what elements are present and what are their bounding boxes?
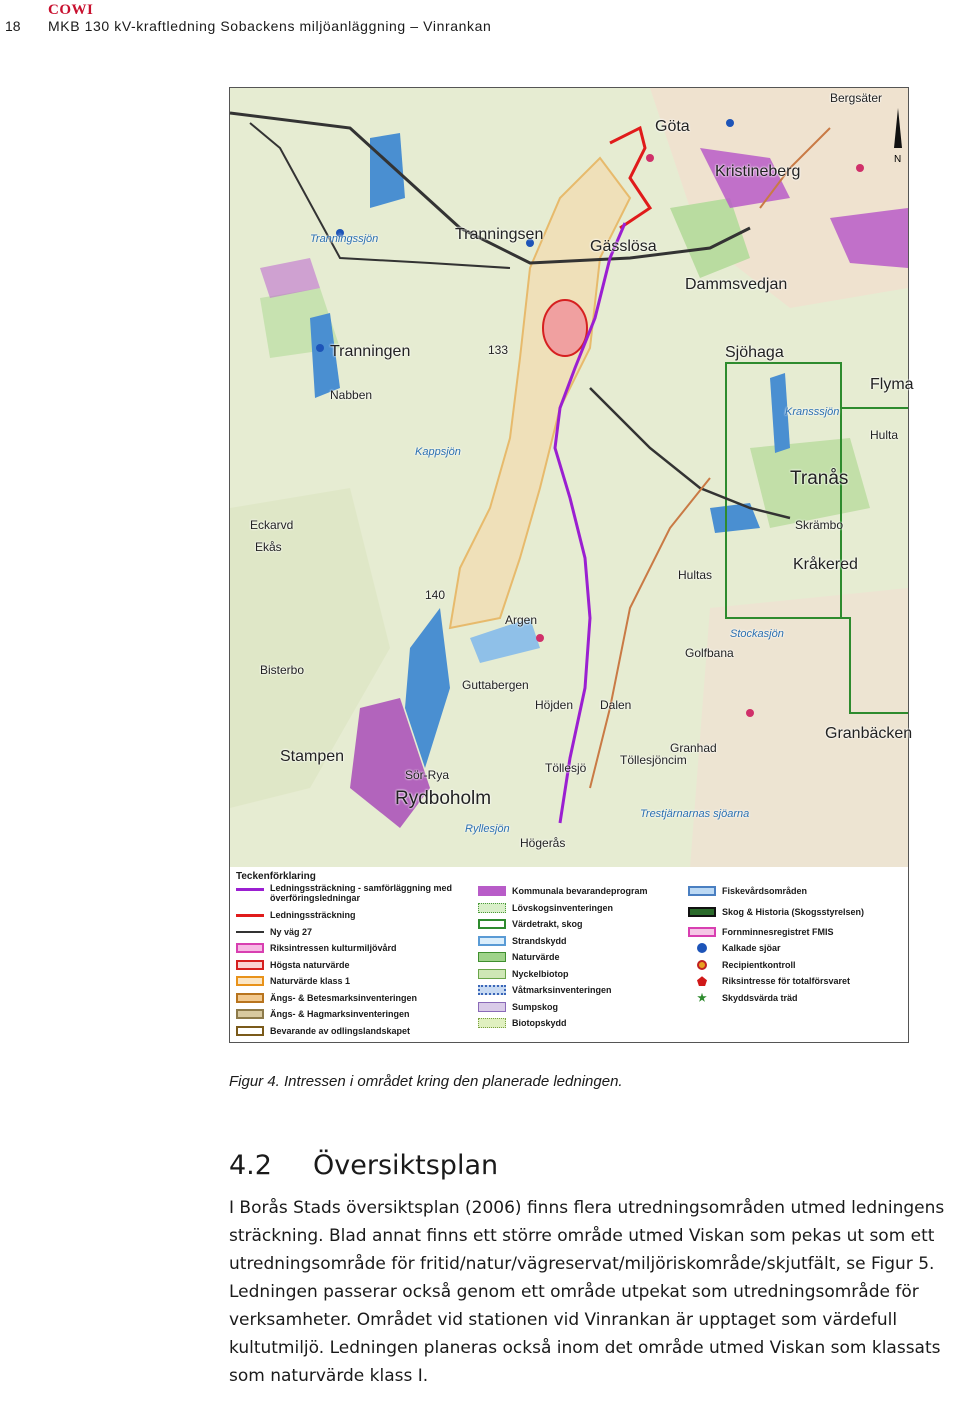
legend-item: Naturvärde [478,949,648,966]
legend-item: Riksintressen kulturmiljövård [236,940,480,957]
interest-map [229,87,914,869]
map-label: Tranningssjön [310,233,379,245]
pale-yellow-green-swatch [478,1018,506,1028]
legend-item: Biotopskydd [478,1015,648,1032]
legend-item: Ledningssträckning - samförläggning med överföringsledningar [236,883,480,907]
red-pentagon-icon [697,976,707,986]
orange-hatch-swatch [236,976,264,986]
legend-item: Fornminnesregistret FMIS [688,924,864,941]
legend-item: Kommunala bevarandeprogram [478,883,648,900]
map-label: Kråkered [793,556,858,573]
legend-title: Teckenförklaring [236,871,316,882]
map-label: Guttabergen [462,678,529,692]
orange-dot-icon [697,960,707,970]
blue-dot-icon [697,943,707,953]
legend-item: Riksintresse för totalförsvaret [688,973,864,990]
map-label: Rydboholm [395,788,492,809]
body-text [229,1194,960,1390]
map-label: Granbäcken [825,725,913,742]
legend-column-1 [236,883,480,1039]
legend-item: Fiskevårdsområden [688,883,864,900]
map-label: Skrämbo [795,518,844,532]
legend-item: Strandskydd [478,933,648,950]
blue-dotted-swatch [478,985,506,995]
legend-item: Naturvärde klass 1 [236,973,480,990]
pink-outline-swatch [688,927,716,937]
lilac-swatch [478,1002,506,1012]
legend-item: Ledningssträckning [236,907,480,924]
legend-item: Recipientkontroll [688,957,864,974]
map-label: Kappsjön [415,446,461,458]
red-hatch-swatch [236,960,264,970]
figure-caption: Figur 4. Intressen i området kring den planerade ledningen. [229,1073,623,1090]
map-label: Gässlösa [590,238,657,255]
map-label: Göta [655,118,690,135]
legend-item: Bevarande av odlingslandskapet [236,1023,480,1040]
brown-area-swatch [236,993,264,1003]
map-label: Trestjärnarnas sjöarna [640,808,750,820]
legend-item: Lövskogsinventeringen [478,900,648,917]
legend-item: Skog & Historia (Skogsstyrelsen) [688,900,864,924]
pink-area-swatch [236,943,264,953]
legend-item: Kalkade sjöar [688,940,864,957]
pale-green-swatch [478,969,506,979]
map-label: Höjden [535,698,574,712]
body-paragraph: I Borås Stads översiktsplan (2006) finns flera utredningsområden utmed ledningens sträckning. Blad annat finns ett större område utmed Viskan som pekas ut som ett utredningsområde för fritid/natur/vägreservat/miljöriskområde/skjutfält, se Figur 5. Ledningen passerar också genom ett område utpekat som utredningsområde för verksamheter. Området vid stationen vid Vinrankan är upptaget som värdefull kultutmiljö. Ledningen planeras också inom det område utmed Viskan som klassats som naturvärde klass I. [229,1198,945,1386]
blue-hatch-swatch [478,936,506,946]
light-green-swatch [478,903,506,913]
purple-area-swatch [478,886,506,896]
document-header-title: MKB 130 kV-kraftledning Sobackens miljöanläggning – Vinrankan [48,18,492,34]
legend-item: Nyckelbiotop [478,966,648,983]
svg-text:N: N [894,154,902,165]
map-label: 140 [425,588,446,602]
green-star-icon [697,993,707,1003]
map-label: Ryllesjön [465,823,510,835]
map-label: Töllesjö [545,761,587,775]
section-title: Översiktsplan [313,1150,499,1181]
map-label: Flyma [870,376,914,393]
legend-item: Våtmarksinventeringen [478,982,648,999]
map-label: Kristineberg [715,163,801,180]
map-label: Dalen [600,698,632,712]
purple-line-swatch [236,888,264,891]
cowi-logo: COWI [48,2,94,18]
map-label: Hultas [678,568,713,582]
map-label: 133 [488,343,509,357]
legend-column-2 [478,883,648,1032]
map-label: Golfbana [685,646,734,660]
map-label: Hulta [870,428,899,442]
legend-item: Ängs- & Betesmarksinventeringen [236,990,480,1007]
map-legend [229,867,909,1043]
legend-column-3 [688,883,864,1006]
map-label: Töllesjöncim [620,753,687,767]
map-label: Eckarvd [250,518,294,532]
map-label: Granhad [670,741,717,755]
legend-item: Värdetrakt, skog [478,916,648,933]
green-outline-swatch [478,919,506,929]
map-label: Kransssjön [785,406,840,418]
road-line-swatch [236,931,264,933]
map-label: Tranås [790,468,849,489]
light-blue-swatch [688,886,716,896]
map-label: Argen [505,613,538,627]
section-number: 4.2 [229,1150,272,1181]
section-heading [229,1150,498,1181]
legend-item: Skyddsvärda träd [688,990,864,1007]
legend-item: Högsta naturvärde [236,957,480,974]
dark-green-swatch [688,907,716,917]
green-area-swatch [478,952,506,962]
map-label: Tranningen [330,343,411,360]
page-number: 18 [5,18,21,34]
map-label: Nabben [330,388,373,402]
red-line-swatch [236,914,264,917]
map-label: Bisterbo [260,663,305,677]
map-label: Sör-Rya [405,768,450,782]
map-label: Stampen [280,748,345,765]
map-label: Sjöhaga [725,344,784,361]
map-label: Högerås [520,836,566,850]
map-label: Ekås [255,540,282,554]
legend-item: Sumpskog [478,999,648,1016]
legend-item: Ängs- & Hagmarksinventeringen [236,1006,480,1023]
map-label: Tranningsen [455,226,544,243]
legend-item: Ny väg 27 [236,924,480,941]
outline-swatch [236,1026,264,1036]
map-label: Stockasjön [730,628,784,640]
map-label: Bergsäter [830,91,883,105]
tan-area-swatch [236,1009,264,1019]
map-label: Dammsvedjan [685,276,788,293]
